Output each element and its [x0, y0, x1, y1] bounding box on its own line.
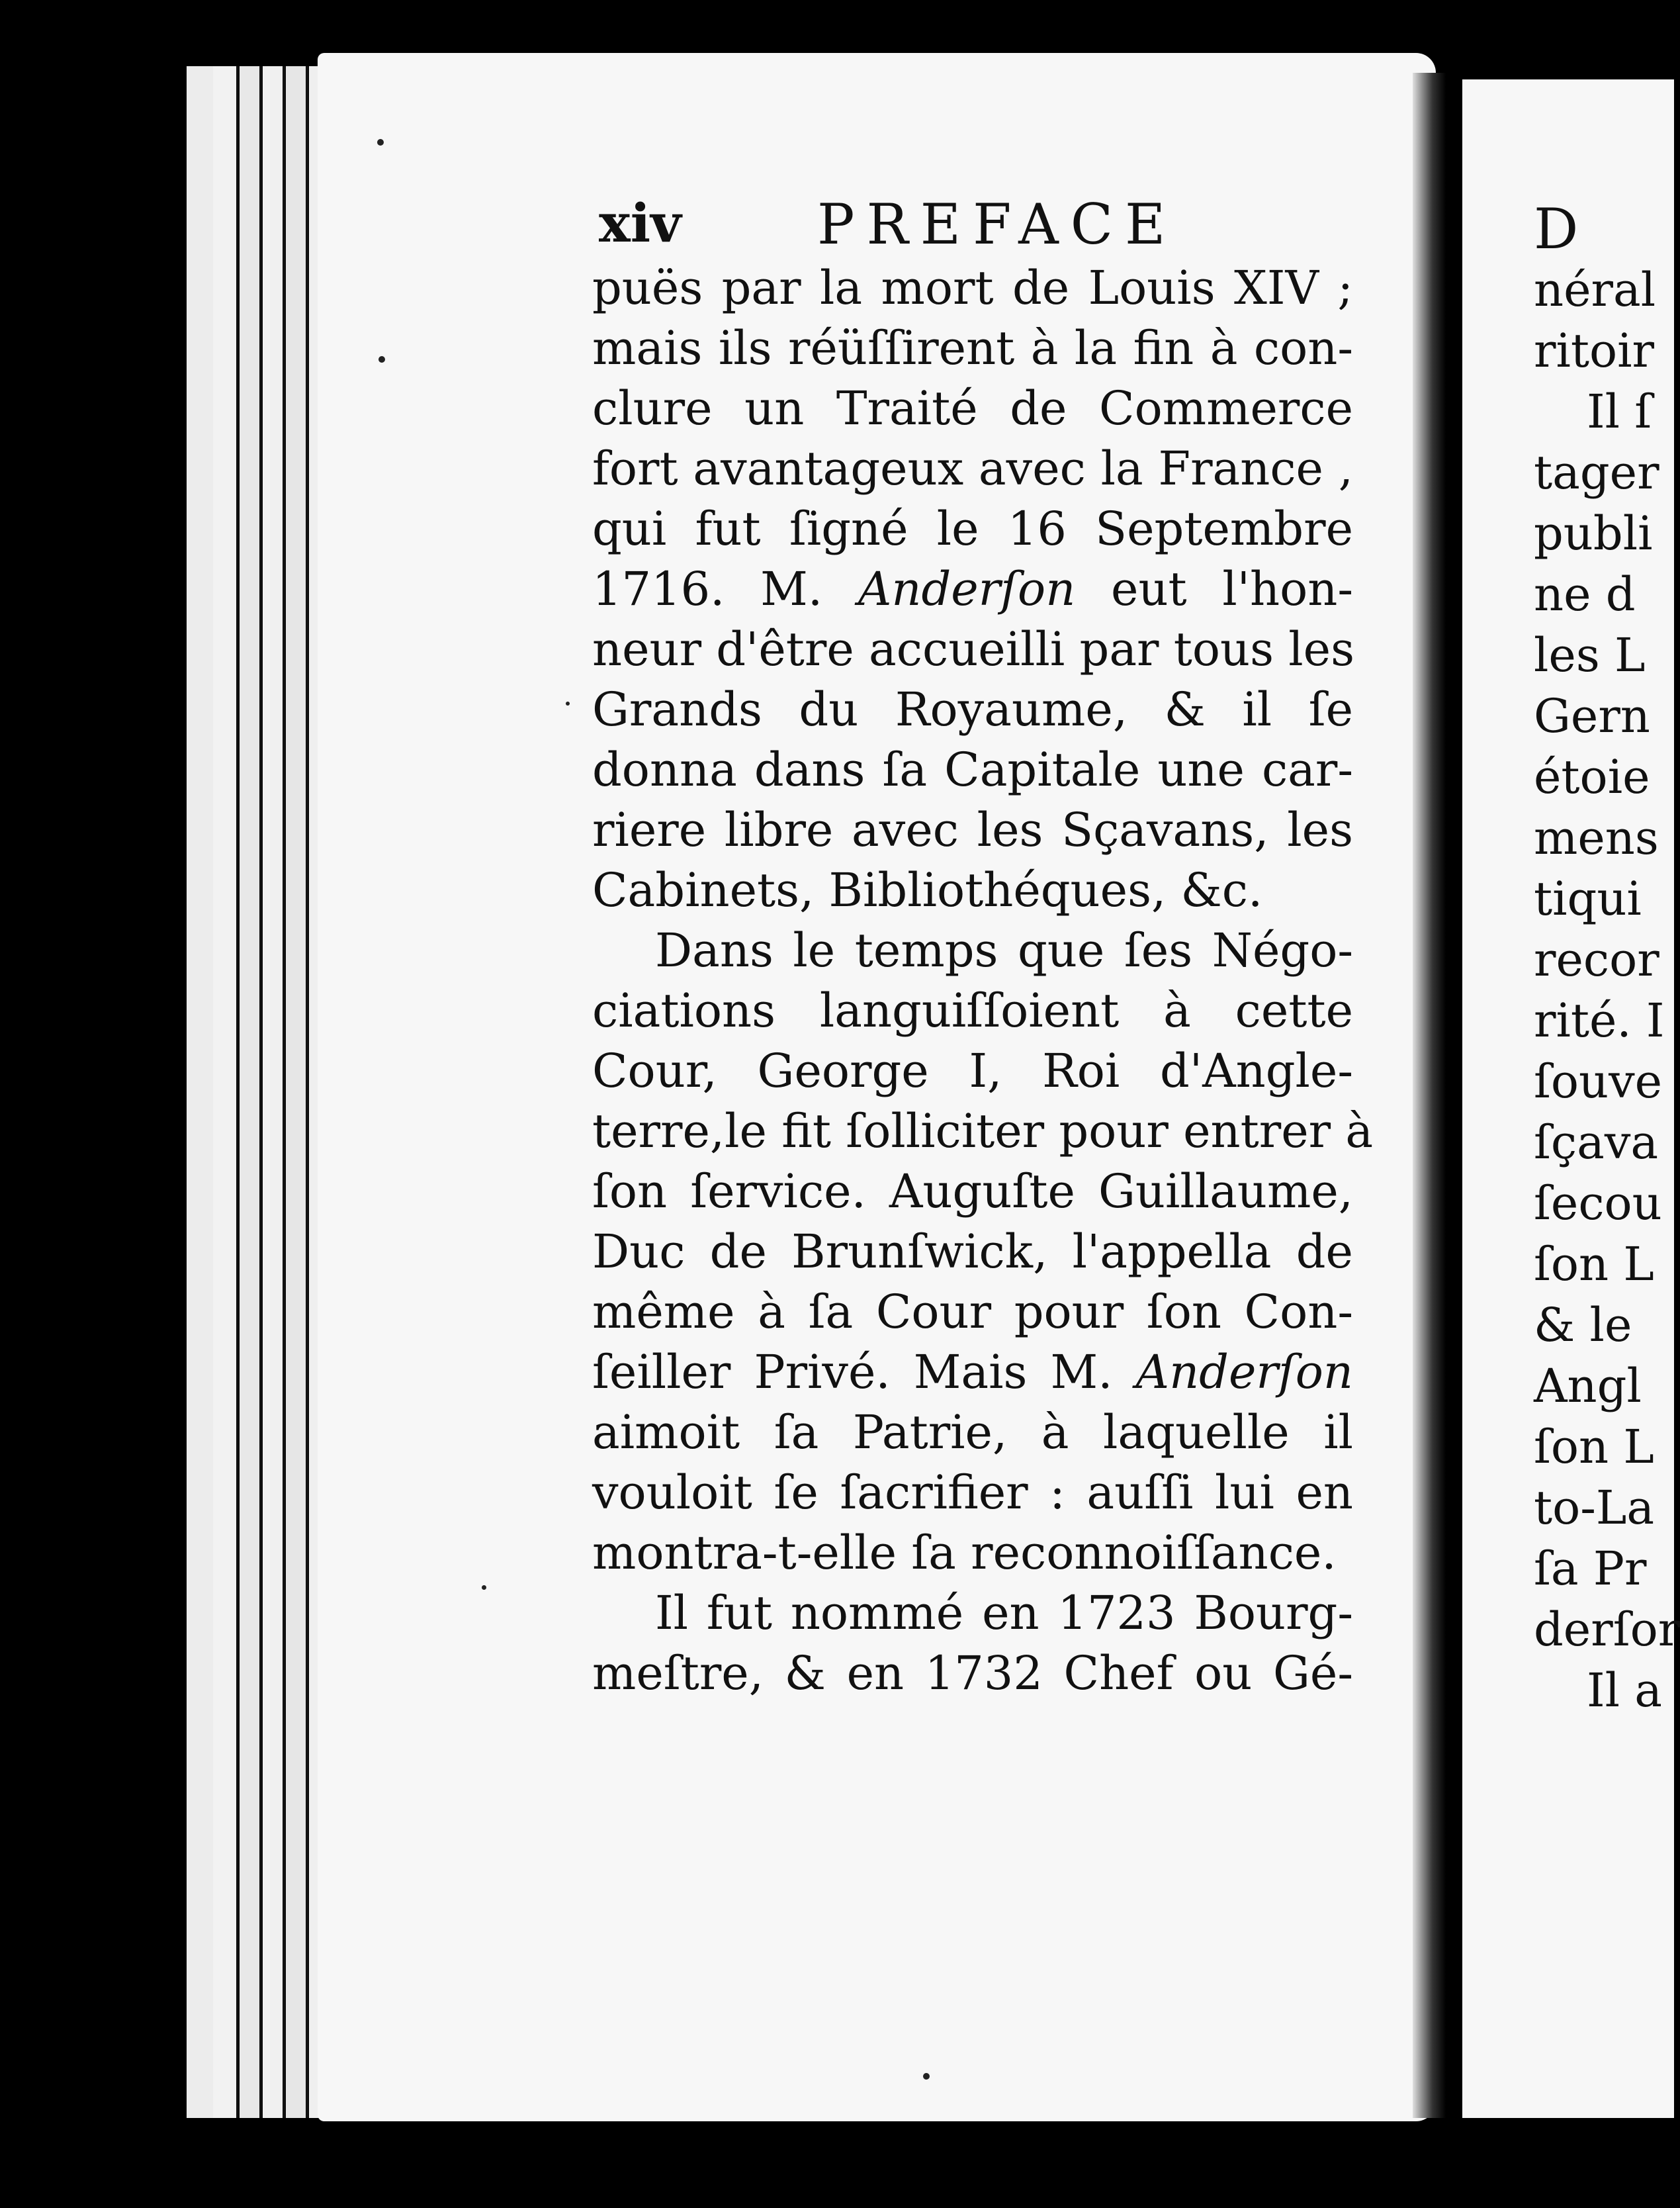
facing-text-line: néral [1534, 263, 1656, 317]
text-line: 1716. M. Anderſon eut l'hon- [592, 562, 1353, 616]
facing-text-line: ſecou [1534, 1176, 1662, 1230]
text-line: puës par la mort de Louis XIV ; [592, 261, 1353, 315]
facing-text-line: ſa Pr [1534, 1541, 1647, 1596]
text-line: aimoit ſa Patrie, à laquelle il [592, 1405, 1353, 1459]
facing-text-line: rité. I [1534, 993, 1665, 1048]
ink-speck [378, 356, 385, 363]
text-line: Duc de Brunſwick, l'appella de [592, 1224, 1353, 1279]
text-line: Dans le temps que ſes Négo- [655, 923, 1353, 978]
page-number: xiv [599, 192, 682, 254]
text-line: Il fut nommé en 1723 Bourg- [655, 1586, 1353, 1640]
body-text [592, 258, 1374, 1704]
facing-page-text [1534, 197, 1680, 1721]
text-line: Cabinets, Bibliothéques, &c. [592, 863, 1263, 917]
text-line: vouloit ſe ſacrifier : auſſi lui en [592, 1465, 1353, 1520]
ink-speck [482, 1585, 486, 1590]
facing-text-line: tager [1534, 445, 1659, 500]
facing-text-line: mens [1534, 811, 1659, 865]
facing-text-line: tiqui [1534, 872, 1642, 926]
facing-text-line: ſçava [1534, 1115, 1659, 1170]
facing-text-line: D [1534, 197, 1579, 261]
facing-text-line: Il ſ [1587, 385, 1652, 439]
page-edges [187, 66, 329, 2118]
text-line: meſtre, & en 1732 Chef ou Gé- [592, 1646, 1353, 1700]
facing-text-line: ſon L [1534, 1420, 1654, 1474]
text-line: Grands du Royaume, & il ſe [592, 682, 1353, 737]
facing-text-line: Angl [1534, 1359, 1642, 1413]
facing-text-line: ritoir [1534, 324, 1654, 378]
facing-text-line: & le [1534, 1298, 1632, 1352]
ink-speck [566, 702, 570, 706]
text-line: montra-t-elle ſa reconnoiſſance. [592, 1526, 1337, 1580]
ink-speck [923, 2073, 930, 2080]
facing-text-line: les L [1534, 628, 1646, 682]
text-line: ſeiller Privé. Mais M. Anderſon [592, 1345, 1353, 1399]
running-title: PREFACE [817, 192, 1178, 257]
text-line: qui fut ſigné le 16 Septembre [592, 502, 1353, 556]
text-line: même à ſa Cour pour ſon Con- [592, 1285, 1353, 1339]
facing-text-line: Il a [1587, 1663, 1663, 1718]
book-gutter [1413, 73, 1446, 2118]
text-line: ciations languiſſoient à cette [592, 984, 1353, 1038]
text-line: terre,le fit ſolliciter pour entrer à [592, 1104, 1374, 1158]
facing-text-line: ne d [1534, 567, 1636, 621]
text-line: mais ils réüſſirent à la fin à con- [592, 321, 1353, 375]
text-line: clure un Traité de Commerce [592, 381, 1353, 436]
facing-text-line: étoie [1534, 750, 1650, 804]
page-header [599, 192, 1347, 265]
text-line: ſon ſervice. Auguſte Guillaume, [592, 1164, 1353, 1219]
ink-speck [377, 139, 384, 146]
text-line: fort avantageux avec la France , [592, 441, 1353, 496]
facing-text-line: Gern [1534, 689, 1650, 743]
facing-text-line: ſon L [1534, 1237, 1654, 1291]
facing-text-line: ſouve [1534, 1054, 1663, 1109]
facing-text-line: recor [1534, 933, 1659, 987]
text-line: neur d'être accueilli par tous les [592, 622, 1355, 676]
facing-text-line: publi [1534, 506, 1653, 561]
text-line: riere libre avec les Sçavans, les [592, 803, 1353, 857]
text-line: donna dans ſa Capitale une car- [592, 743, 1353, 797]
facing-text-line: to-La [1534, 1481, 1655, 1535]
text-line: Cour, George I, Roi d'Angle- [592, 1044, 1353, 1098]
facing-text-line: derſor [1534, 1602, 1680, 1657]
